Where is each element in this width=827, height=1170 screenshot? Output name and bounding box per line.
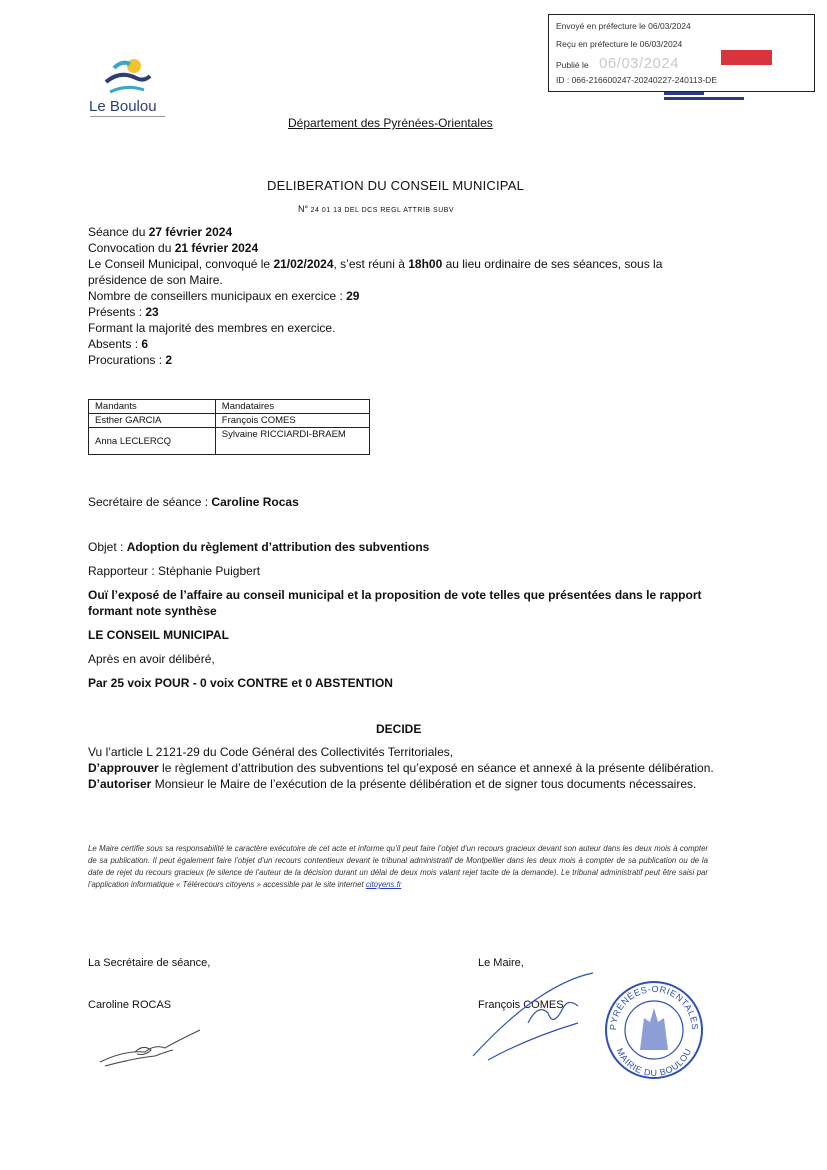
mayor-signature-scribble [468,968,608,1073]
town-logo [100,56,156,100]
decision-block [88,744,716,792]
table-cell: Sylvaine RICCIARDI-BRAEM [215,428,369,455]
stamp-publie-date: 06/03/2024 [598,55,680,72]
stamp-recu: Reçu en préfecture le 06/03/2024 [556,39,683,49]
convened-line-2: présidence de son Maire. [88,273,223,287]
secretary-line: Secrétaire de séance : Caroline Rocas [88,495,299,509]
vote-line: Par 25 voix POUR - 0 voix CONTRE et 0 ABSTENTION [88,676,393,690]
seance-line: Séance du 27 février 2024 [88,225,233,239]
apres-line: Après en avoir délibéré, [88,652,215,666]
number-prefix: N° [298,204,309,214]
stamp-publie [556,55,679,72]
department-heading: Département des Pyrénées-Orientales [288,116,493,130]
stamp-id: ID : 066-216600247-20240227-240113-DE [556,75,717,85]
vu-line: Vu l’article L 2121-29 du Code Général des Collectivités Territoriales, [88,745,454,759]
proxies-table [88,399,370,455]
secretary-signature-name: Caroline ROCAS [88,999,172,1011]
seal-icon [600,978,708,1082]
town-logo-icon [100,56,156,100]
number-value: 24 01 13 DEL DCS REGL ATTRIB SUBV [310,207,455,214]
telerecours-link[interactable]: citoyens.fr [365,880,402,889]
table-cell: François COMES [215,414,369,428]
table-header: Mandants [89,400,216,414]
procurations-line: Procurations : 2 [88,353,173,367]
legal-notice: Le Maire certifie sous sa responsabilité le caractère exécutoire de cet acte et informe qu’il peut faire l’objet d’un recours gracieux devant son auteur dans les deux mois à compter de sa publication. Il peut également faire l’objet d’un recours contentieux devant le tribunal administratif de Montpellier dans les deux mois à compter de sa publication ou de la date de rejet du recours gracieux (le silence de l’auteur de la décision durant un délai de deux mois valant rejet tacite de la demande). Le tribunal administratif peut être saisi par l’application informatique « Télérecours citoyens » accessible par le site internet citoyens.fr [88,844,708,889]
exercice-line: Nombre de conseillers municipaux en exercice : 29 [88,289,360,303]
absents-line: Absents : 6 [88,337,149,351]
objet-line: Objet : Adoption du règlement d’attribution des subventions [88,540,430,554]
table-cell: Anna LECLERCQ [89,428,216,455]
rapporteur-line: Rapporteur : Stéphanie Puigbert [88,564,261,578]
table-row [89,414,370,428]
table-row [89,428,370,455]
autoriser-line: D’autoriser Monsieur le Maire de l’exécution de la présente délibération et de signer tous documents nécessaires. [88,777,697,791]
stamp-logo-tag [721,50,772,65]
page-title: DELIBERATION DU CONSEIL MUNICIPAL [267,178,525,193]
mayor-signature-name: François COMES [478,999,564,1011]
conseil-heading: LE CONSEIL MUNICIPAL [88,628,229,642]
presents-line: Présents : 23 [88,305,159,319]
republique-marque [664,92,764,100]
mairie-seal [600,978,708,1082]
majority-line: Formant la majorité des membres en exercice. [88,321,336,335]
convened-line: Le Conseil Municipal, convoqué le 21/02/2024, s’est réuni à 18h00 au lieu ordinaire de ses séances, sous la [88,257,663,271]
secretary-signature-title: La Secrétaire de séance, [88,957,211,969]
town-logo-underline [90,116,165,117]
town-logo-text: Le Boulou [89,98,157,115]
stamp-envoye: Envoyé en préfecture le 06/03/2024 [556,21,691,31]
secretary-signature-scribble [95,1022,210,1077]
svg-text:PYRÉNÉES-ORIENTALES: PYRÉNÉES-ORIENTALES [607,983,701,1031]
decide-heading: DECIDE [376,722,422,736]
oui-paragraph: Ouï l’exposé de l’affaire au conseil municipal et la proposition de vote telles que présentées dans le rapport formant note synthèse [88,588,702,618]
approuver-line: D’approuver le règlement d’attribution des subventions tel qu’exposé en séance et annexé à la présente délibération. [88,761,714,775]
prefecture-stamp [548,14,815,92]
deliberation-number [298,204,454,214]
svg-text:MAIRIE DU BOULOU: MAIRIE DU BOULOU [614,1046,694,1079]
convocation-line: Convocation du 21 février 2024 [88,241,259,255]
table-header-row [89,400,370,414]
stamp-publie-label: Publié le [556,60,589,70]
mayor-signature-title: Le Maire, [478,957,524,969]
table-cell: Esther GARCIA [89,414,216,428]
session-info [88,224,718,368]
table-header: Mandataires [215,400,369,414]
